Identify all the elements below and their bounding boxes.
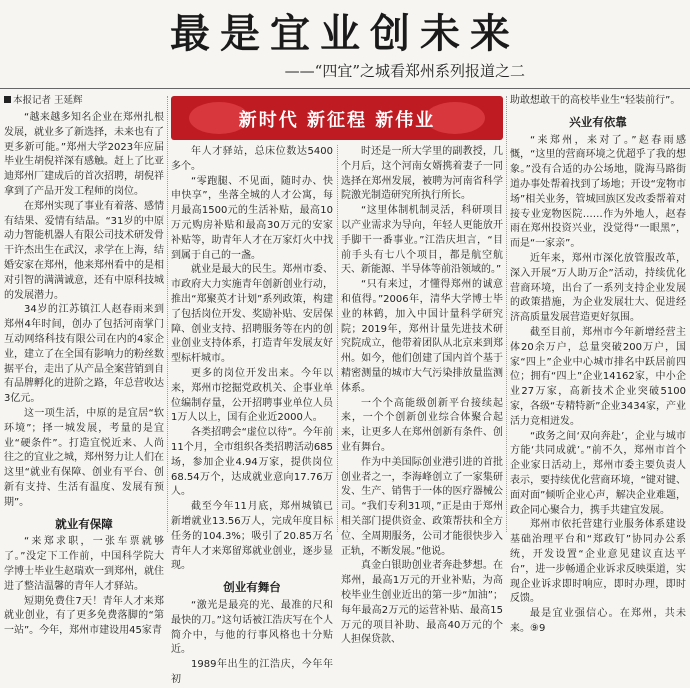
byline-text: 本报记者 王延辉 [13,95,83,106]
section-heading-employment: 就业有保障 [55,516,113,531]
byline [4,92,83,106]
column-divider [337,145,338,532]
subheadline: ——“四宜”之城看郑州系列报道之二 [284,62,525,80]
paragraph: 郑州市依托营建行业服务体系建设基础治理平台和“郑政钉”协同办公系统，开发设置“企业意见建议直达平台”，进一步畅通企业诉求反映渠道，实现企业诉求即时响应，即时办理，即时反馈。 [510,519,686,605]
column-2 [171,145,333,685]
column-divider [506,96,507,532]
paragraph: 1989年出生的江浩庆，今年年初 [171,659,333,685]
paragraph: 就业是最大的民生。郑州市委、市政府大力实施青年创新创业行动，推出“郑聚英才计划”系列政策，构建了包括岗位开发、奖励补贴、安居保障、创业支持、招聘服务等在内的创业创业支持体系，打造青年发展友好型标杆城市。 [171,264,333,365]
paragraph: 截至今年11月底，郑州城镇已新增就业13.56万人，完成年度目标任务的104.3%；吸引了20.85万名青年人才来郑留郑就业创业，逐步显现。 [171,501,333,572]
header-rule [0,88,690,89]
paragraph: 作为中美国际创业港引进的首批创业者之一，李海峰创立了一家集研发、生产、销售于一体的医疗器械公司。“我们专利31项，”正是由于郑州相关部门提供资金、政策帮扶和全方位、全周期服务，公司才能很快步入正轨，不断发展。”他说。 [341,456,503,557]
square-bullet-icon [4,96,11,103]
paragraph: 在郑州实现了事业有着落、感情有结果、爱情有结晶。“31岁的中原动力智能机器人有限公司技术研发骨干许杰出生在武汉，求学在上海，结婚安家在郑州，他来郑州看中的是相对引智的满满诚意，还有中原科技城的发展潜力。 [4,200,164,301]
section-heading-business: 兴业有依靠 [569,114,627,129]
paragraph: “只有来过，才懂得郑州的诚意和值得。”2006年，清华大学博士毕业的林鹤，加入中国计量科学研究院；2019年，郑州计量先进技术研究院成立，他带着团队从北京来到郑州。如今，他们创建了国内首个基于精密测量的城市大气污染排放量监测体系。 [341,279,503,394]
paragraph: 各类招聘会“虚位以待”。今年前11个月，全市组织各类招聘活动685场，参加企业4.94万家，提供岗位68.54万个，达成就业意向17.76万人。 [171,427,333,498]
paragraph: 更多的岗位开发出来。今年以来，郑州市挖掘党政机关、企事业单位编制存量，公开招聘事业单位人员1万人以上，国有企业近2000人。 [171,367,333,424]
banner-text: 新时代 新征程 新伟业 [238,110,436,131]
paragraph: “零跑腿、不见面，随时办、快申快享”，坐落全城的人才公寓，每月最高1500元的生活补贴，最高10万元购房补贴和最高30万元的安家补贴等，助青年人才在万家灯火中找到属于自己的一盏。 [171,175,333,261]
paragraph: 近年来，郑州市深化放管服改革，深入开展“万人助万企”活动，持续优化营商环境，出台了一系列支持企业发展的政策措施，为企业发展壮大、促进经济高质量发展营造更好氛围。 [510,252,686,324]
column-1 [4,111,164,637]
paragraph: 34岁的江苏镇江人赵春雨来到郑州4年时间，创办了包括河南掌门互动网络科技有限公司在内的4家企业，建立了在全国有影响力的粉丝数据平台，走出了从产品全案营销到自有品牌孵化的进阶之路，年总营收达3亿元。 [4,304,164,405]
paragraph: 一个个高能级创新平台接续起来，一个个创新创业综合体聚合起来，让更多人在郑州创新有条件、创业有舞台。 [341,397,503,453]
column-divider [167,96,168,532]
paragraph: “来郑求职，一张车票就够了。”没定下工作前，中国科学院大学博士毕业生赵瑞欢一到郑州，就住进了整洁温馨的青年人才驿站。 [4,536,164,592]
paragraph: “越来越多知名企业在郑州扎根发展，就业多了新选择，未来也有了更多新可能。”郑州大学2023年应届毕业生胡倪祥深有感触。赶上了比亚迪郑州厂建成后的首次招聘，胡倪祥拿到了产品开发工程师的岗位。 [4,112,164,197]
paragraph: 这一项生活，中原的是宜居“软环境”；择一城发展，考量的是宜业“硬条件”。打造宜悦近来、人尚往之的宜业之城，郑州努力让人们在这里“就业有保障、创业有平台、创新有支持、生活有温度、发展有预期”。 [4,407,164,508]
paragraph: 年人才驿站，总床位数达5400多个。 [171,146,333,172]
section-banner [171,96,503,140]
paragraph: “来郑州，来对了。”赵春雨感慨，“这里的营商环境之优超乎了我的想象。”没有合适的办公场地，陇海马路街道办事处帮着找到了场地；开设“宠物市场”相关业务，管城回族区发改委帮着对接专业宠物医院……作为外地人，赵春雨在郑州投资兴业，没觉得“一眼黑”，而是“一家亲”。 [510,134,686,250]
paragraph: 截至目前，郑州市今年新增经营主体20余万户，总量突破200万户，国家“四上”企业中心城市排名中跃居前四位；拥有“四上”企业14162家，中小企业27万家，高新技术企业突破5100家，各级“专精特新”企业3434家，产业活力竞相迸发。 [510,326,686,427]
section-heading-startup: 创业有舞台 [223,580,281,595]
column-4 [510,94,686,634]
paragraph: “这里体制机制灵活，科研项目以产业需求为导向，年轻人更能放开手脚干一番事业。”江浩庆坦言，“目前手头有七八个项目，都是航空航天、新能源、半导体等前沿领域的。” [341,205,503,276]
paragraph: 最是宜业强信心。在郑州，共未来。⑨9 [510,608,686,634]
paragraph: 助敢想敢干的高校毕业生“轻装前行”。 [510,95,681,106]
paragraph: “政务之间‘双向奔赴’，企业与城市方能‘共同成就’。”前不久，郑州市首个企业家日活动上，郑州市委主要负责人表示，要持续优化营商环境，“键对键、面对面”倾听企业心声，解决企业难题，政企同心聚合力，携手共建宜发展。 [510,430,686,516]
paragraph: 真金白银助创业者奔赴梦想。在郑州，最高1万元的开业补贴，为高校毕业生创业近出的第一步“加油”；每年最高2万元的运营补贴、最高15万元的项目补助、最高40万元的个人担保贷款、 [341,560,503,646]
paragraph: “激光是最亮的光、最准的尺和最快的刀。”这句话被江浩庆写在个人简介中，与他的行事风格也十分贴近。 [171,599,333,656]
headline: 最是宜业创未来 [170,10,520,57]
column-3 [341,145,503,646]
paragraph: 时还是一所大学里的副教授，几个月后，这个河南女婿携着妻子一同选择在郑州发展，被聘为河南省科学院激光制造研究所执行所长。 [341,146,503,202]
paragraph: 短期免费住7天！青年人才来郑就业创业，有了更多免费落脚的“第一站”。今年，郑州市建设用45家青 [4,595,164,637]
